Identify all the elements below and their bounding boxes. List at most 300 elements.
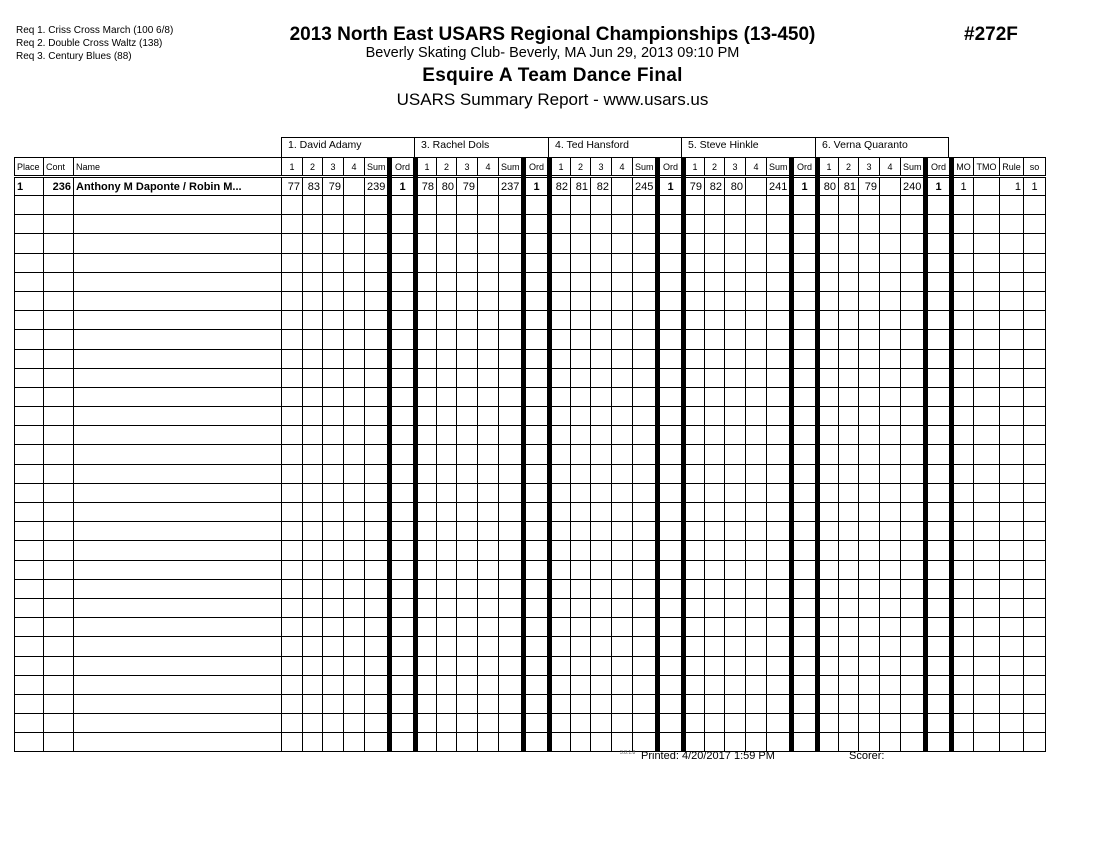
- judge-cell: [746, 291, 767, 310]
- judge-cell: [818, 560, 839, 579]
- cont-cell: [44, 733, 74, 752]
- name-cell: [74, 407, 282, 426]
- judge-cell: [926, 675, 952, 694]
- name-cell: Anthony M Daponte / Robin M...: [74, 177, 282, 196]
- judge-cell: [437, 387, 457, 406]
- judge-cell: [705, 483, 725, 502]
- judge-cell: [818, 215, 839, 234]
- judge-cell: [705, 637, 725, 656]
- mo-cell: 1: [952, 177, 974, 196]
- empty-row: [15, 215, 1046, 234]
- judge-cell: [457, 426, 478, 445]
- judge-cell: [792, 407, 818, 426]
- judge-cell: [705, 541, 725, 560]
- judge-cell: [684, 196, 705, 215]
- judge-cell: [705, 387, 725, 406]
- judge-cell: [633, 464, 658, 483]
- judge-cell: [859, 618, 880, 637]
- judge-cell: [818, 694, 839, 713]
- name-cell: [74, 253, 282, 272]
- cont-cell: [44, 234, 74, 253]
- judge-cell: [633, 675, 658, 694]
- judge-cell: [591, 272, 612, 291]
- judge-cell: [633, 196, 658, 215]
- judge-cell: [416, 330, 437, 349]
- extra-cell: [974, 656, 1000, 675]
- extra-cell: [1024, 272, 1046, 291]
- judge-cell: [457, 656, 478, 675]
- judge-cell: [612, 407, 633, 426]
- judge-cell: [901, 311, 926, 330]
- judge-cell: [746, 349, 767, 368]
- judge-cell: [524, 234, 550, 253]
- judge-cell: [839, 272, 859, 291]
- judge-cell: [880, 253, 901, 272]
- judge-cell: [457, 618, 478, 637]
- judge-cell: [926, 407, 952, 426]
- extra-cell: [1024, 522, 1046, 541]
- cont-cell: [44, 445, 74, 464]
- extra-cell: [1000, 426, 1024, 445]
- judge-cell: [437, 464, 457, 483]
- judge-cell: [818, 387, 839, 406]
- judge-cell: [550, 694, 571, 713]
- judge-cell: [571, 694, 591, 713]
- judge-cell: [684, 598, 705, 617]
- judge-cell: [926, 330, 952, 349]
- judge-cell: [365, 522, 390, 541]
- judge-cell: [901, 253, 926, 272]
- judge-cell: [859, 598, 880, 617]
- judge-cell: [767, 464, 792, 483]
- judge-cell: [416, 560, 437, 579]
- judge-cell: [365, 291, 390, 310]
- judge-cell: [478, 714, 499, 733]
- extra-cell: [974, 426, 1000, 445]
- judge-cell: [457, 407, 478, 426]
- judge-cell: [390, 234, 416, 253]
- extra-cell: [952, 714, 974, 733]
- col-rule-header: Rule: [1000, 158, 1024, 177]
- extra-cell: [1000, 560, 1024, 579]
- judge-cell: [499, 234, 524, 253]
- extra-cell: [952, 656, 974, 675]
- extra-cell: [974, 311, 1000, 330]
- judge-cell: [550, 253, 571, 272]
- judge-cell: [792, 694, 818, 713]
- extra-cell: [952, 579, 974, 598]
- judge-cell: [880, 349, 901, 368]
- judge-cell: [818, 253, 839, 272]
- judge-cell: [880, 503, 901, 522]
- judge-cell: [792, 349, 818, 368]
- judge-cell: [365, 483, 390, 502]
- judge-2-s2-cell: 80: [437, 177, 457, 196]
- judge-cell: [880, 579, 901, 598]
- judge-cell: [499, 387, 524, 406]
- judge-cell: [901, 694, 926, 713]
- judge-cell: [591, 426, 612, 445]
- judge-cell: [390, 675, 416, 694]
- judge-cell: [767, 349, 792, 368]
- judge-cell: [792, 387, 818, 406]
- judge-cell: [303, 598, 323, 617]
- extra-cell: [1000, 522, 1024, 541]
- judge-cell: [725, 714, 746, 733]
- judge-5-col-3-header: 4: [880, 158, 901, 177]
- judge-cell: [437, 483, 457, 502]
- judge-cell: [323, 637, 344, 656]
- judge-cell: [633, 598, 658, 617]
- judge-cell: [839, 215, 859, 234]
- name-cell: [74, 349, 282, 368]
- judge-cell: [591, 656, 612, 675]
- judge-cell: [746, 714, 767, 733]
- judge-cell: [365, 445, 390, 464]
- judge-cell: [499, 426, 524, 445]
- judge-3-col-5-header: Ord: [658, 158, 684, 177]
- judge-cell: [612, 445, 633, 464]
- judge-cell: [416, 387, 437, 406]
- judge-2-col-3-header: 4: [478, 158, 499, 177]
- empty-row: [15, 311, 1046, 330]
- place-cell: [15, 618, 44, 637]
- judge-cell: [612, 694, 633, 713]
- judge-cell: [612, 291, 633, 310]
- judge-cell: [457, 445, 478, 464]
- judge-cell: [684, 656, 705, 675]
- judge-cell: [926, 598, 952, 617]
- judge-1-s2-cell: 83: [303, 177, 323, 196]
- judge-cell: [416, 618, 437, 637]
- judge-cell: [478, 272, 499, 291]
- judge-cell: [550, 656, 571, 675]
- judge-cell: [571, 714, 591, 733]
- judge-cell: [880, 272, 901, 291]
- judge-cell: [478, 733, 499, 752]
- judge-cell: [550, 291, 571, 310]
- judge-cell: [499, 483, 524, 502]
- empty-row: [15, 618, 1046, 637]
- extra-cell: [974, 215, 1000, 234]
- judge-cell: [926, 541, 952, 560]
- name-cell: [74, 598, 282, 617]
- judge-1-s1-cell: 77: [282, 177, 303, 196]
- extra-cell: [1000, 618, 1024, 637]
- judge-cell: [633, 234, 658, 253]
- judge-cell: [612, 234, 633, 253]
- judge-cell: [859, 311, 880, 330]
- empty-row: [15, 426, 1046, 445]
- judge-cell: [390, 272, 416, 291]
- judge-1-col-4-header: Sum: [365, 158, 390, 177]
- judge-cell: [725, 330, 746, 349]
- judge-cell: [859, 291, 880, 310]
- judge-cell: [859, 637, 880, 656]
- judge-cell: [323, 541, 344, 560]
- judge-cell: [767, 387, 792, 406]
- judge-2-sum-cell: 237: [499, 177, 524, 196]
- judge-cell: [524, 464, 550, 483]
- judge-cell: [725, 598, 746, 617]
- judge-cell: [612, 387, 633, 406]
- extra-cell: [974, 387, 1000, 406]
- judge-cell: [550, 215, 571, 234]
- judge-cell: [612, 598, 633, 617]
- judge-cell: [282, 541, 303, 560]
- extra-cell: [1000, 675, 1024, 694]
- venue-date: Beverly Skating Club- Beverly, MA Jun 29, 2013 09:10 PM: [365, 45, 740, 61]
- judge-cell: [282, 598, 303, 617]
- judge-cell: [901, 714, 926, 733]
- place-cell: [15, 503, 44, 522]
- tmo-cell: [974, 177, 1000, 196]
- judge-cell: [901, 598, 926, 617]
- judge-cell: [499, 291, 524, 310]
- judge-cell: [880, 368, 901, 387]
- version-label: 3.8.1.8: [620, 750, 636, 756]
- judge-cell: [282, 733, 303, 752]
- judge-cell: [725, 426, 746, 445]
- judge-cell: [437, 196, 457, 215]
- judge-cell: [818, 291, 839, 310]
- judge-cell: [725, 464, 746, 483]
- cont-cell: [44, 541, 74, 560]
- judge-cell: [859, 426, 880, 445]
- empty-row: [15, 272, 1046, 291]
- judge-cell: [365, 637, 390, 656]
- so-cell: 1: [1024, 177, 1046, 196]
- judge-cell: [437, 349, 457, 368]
- judge-cell: [612, 272, 633, 291]
- extra-cell: [952, 560, 974, 579]
- cont-cell: [44, 291, 74, 310]
- judge-cell: [478, 598, 499, 617]
- judge-cell: [591, 311, 612, 330]
- judge-4-s2-cell: 82: [705, 177, 725, 196]
- name-cell: [74, 541, 282, 560]
- judge-cell: [303, 579, 323, 598]
- judge-cell: [746, 560, 767, 579]
- judge-cell: [612, 426, 633, 445]
- extra-cell: [974, 196, 1000, 215]
- judge-cell: [390, 503, 416, 522]
- judge-4-col-5-header: Ord: [792, 158, 818, 177]
- event-title: Esquire A Team Dance Final: [422, 65, 683, 86]
- judge-cell: [725, 541, 746, 560]
- judge-cell: [323, 522, 344, 541]
- judge-cell: [839, 234, 859, 253]
- judge-cell: [926, 656, 952, 675]
- judge-cell: [499, 196, 524, 215]
- judge-cell: [524, 483, 550, 502]
- judge-header-2: 3. Rachel Dols: [414, 137, 549, 157]
- judge-1-col-5-header: Ord: [390, 158, 416, 177]
- judge-cell: [437, 637, 457, 656]
- judge-cell: [303, 215, 323, 234]
- judge-cell: [282, 387, 303, 406]
- judge-cell: [416, 368, 437, 387]
- judge-cell: [926, 291, 952, 310]
- judge-cell: [859, 483, 880, 502]
- name-cell: [74, 330, 282, 349]
- judge-cell: [839, 426, 859, 445]
- judge-cell: [437, 560, 457, 579]
- judge-cell: [499, 253, 524, 272]
- judge-cell: [323, 503, 344, 522]
- judge-cell: [323, 560, 344, 579]
- extra-cell: [1000, 541, 1024, 560]
- judge-cell: [658, 694, 684, 713]
- judge-cell: [344, 407, 365, 426]
- judge-cell: [416, 272, 437, 291]
- judge-cell: [344, 196, 365, 215]
- col-cont-header: Cont: [44, 158, 74, 177]
- judge-cell: [633, 637, 658, 656]
- judge-cell: [478, 215, 499, 234]
- cont-cell: [44, 464, 74, 483]
- judge-cell: [437, 291, 457, 310]
- judge-cell: [705, 714, 725, 733]
- judge-cell: [767, 618, 792, 637]
- judge-cell: [818, 733, 839, 752]
- place-cell: [15, 714, 44, 733]
- extra-cell: [974, 618, 1000, 637]
- judge-5-col-1-header: 2: [839, 158, 859, 177]
- judge-cell: [880, 694, 901, 713]
- judge-cell: [457, 196, 478, 215]
- judge-cell: [524, 349, 550, 368]
- extra-cell: [952, 483, 974, 502]
- extra-cell: [1000, 656, 1024, 675]
- judge-cell: [901, 387, 926, 406]
- judge-cell: [478, 196, 499, 215]
- judge-cell: [282, 656, 303, 675]
- extra-cell: [952, 675, 974, 694]
- judge-cell: [457, 464, 478, 483]
- judge-1-col-3-header: 4: [344, 158, 365, 177]
- extra-cell: [1024, 368, 1046, 387]
- judge-cell: [365, 196, 390, 215]
- judge-cell: [792, 330, 818, 349]
- judge-cell: [859, 464, 880, 483]
- judge-cell: [457, 503, 478, 522]
- judge-cell: [571, 234, 591, 253]
- judge-cell: [633, 656, 658, 675]
- judge-cell: [612, 522, 633, 541]
- judge-cell: [550, 464, 571, 483]
- judge-cell: [792, 426, 818, 445]
- judge-cell: [282, 445, 303, 464]
- judge-cell: [323, 579, 344, 598]
- judge-cell: [658, 426, 684, 445]
- empty-row: [15, 368, 1046, 387]
- judge-cell: [499, 618, 524, 637]
- judge-cell: [658, 464, 684, 483]
- extra-cell: [1000, 349, 1024, 368]
- judge-cell: [591, 445, 612, 464]
- judge-cell: [323, 618, 344, 637]
- judge-cell: [303, 196, 323, 215]
- judge-5-ord-cell: 1: [926, 177, 952, 196]
- judge-cell: [880, 675, 901, 694]
- judge-cell: [591, 387, 612, 406]
- judge-cell: [457, 637, 478, 656]
- name-cell: [74, 291, 282, 310]
- judge-cell: [684, 215, 705, 234]
- judge-cell: [282, 618, 303, 637]
- judge-cell: [658, 675, 684, 694]
- judge-cell: [792, 618, 818, 637]
- judge-cell: [478, 330, 499, 349]
- judge-cell: [633, 483, 658, 502]
- judge-cell: [365, 368, 390, 387]
- judge-cell: [767, 445, 792, 464]
- judge-cell: [571, 253, 591, 272]
- judge-cell: [571, 215, 591, 234]
- name-cell: [74, 656, 282, 675]
- judge-cell: [658, 522, 684, 541]
- judge-cell: [478, 407, 499, 426]
- judge-cell: [633, 579, 658, 598]
- extra-cell: [974, 694, 1000, 713]
- judge-cell: [612, 330, 633, 349]
- extra-cell: [1000, 464, 1024, 483]
- judge-cell: [303, 330, 323, 349]
- extra-cell: [1000, 387, 1024, 406]
- judge-cell: [323, 215, 344, 234]
- extra-cell: [974, 330, 1000, 349]
- extra-cell: [952, 503, 974, 522]
- extra-cell: [974, 445, 1000, 464]
- judge-cell: [658, 598, 684, 617]
- judge-cell: [323, 330, 344, 349]
- judge-header-5: 6. Verna Quaranto: [815, 137, 949, 157]
- judge-cell: [926, 522, 952, 541]
- judge-cell: [705, 560, 725, 579]
- judge-cell: [571, 560, 591, 579]
- judge-cell: [550, 560, 571, 579]
- judge-cell: [499, 445, 524, 464]
- judge-cell: [859, 445, 880, 464]
- judge-cell: [390, 426, 416, 445]
- judge-cell: [658, 579, 684, 598]
- judge-cell: [705, 330, 725, 349]
- judge-cell: [705, 656, 725, 675]
- judge-cell: [282, 579, 303, 598]
- extra-cell: [1000, 215, 1024, 234]
- judge-cell: [499, 311, 524, 330]
- judge-cell: [612, 253, 633, 272]
- judge-cell: [457, 368, 478, 387]
- extra-cell: [974, 503, 1000, 522]
- extra-cell: [1024, 675, 1046, 694]
- judge-cell: [344, 618, 365, 637]
- judge-2-s3-cell: 79: [457, 177, 478, 196]
- extra-cell: [974, 560, 1000, 579]
- judge-cell: [457, 234, 478, 253]
- judge-cell: [792, 215, 818, 234]
- judge-cell: [303, 445, 323, 464]
- judge-cell: [767, 714, 792, 733]
- judge-cell: [901, 675, 926, 694]
- extra-cell: [1024, 349, 1046, 368]
- empty-row: [15, 330, 1046, 349]
- judge-cell: [880, 234, 901, 253]
- judge-cell: [792, 522, 818, 541]
- judge-cell: [901, 656, 926, 675]
- judge-cell: [926, 560, 952, 579]
